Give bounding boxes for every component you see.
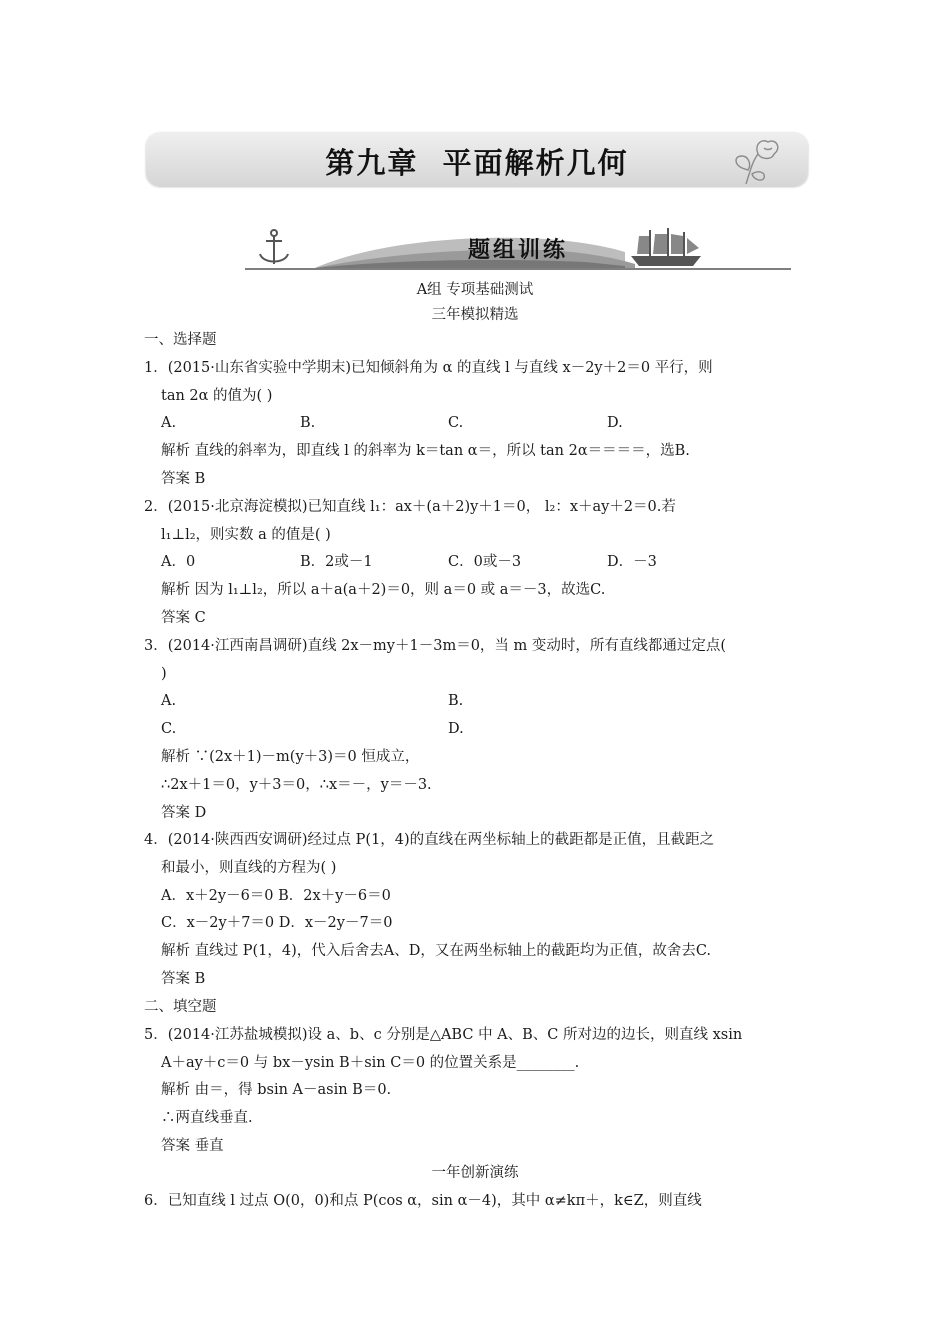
- text-line: C.: [448, 415, 464, 431]
- text-line: 解析 由＝，得 bsin A－asin B＝0.: [161, 1082, 392, 1098]
- text-line: l₁⊥l₂，则实数 a 的值是( ): [161, 527, 331, 543]
- text-line: 答案 B: [161, 471, 206, 487]
- text-line: A.: [161, 693, 177, 709]
- text-line: C.: [161, 721, 177, 737]
- text-line: tan 2α 的值为( ): [161, 388, 273, 404]
- text-line: C．x－2y＋7＝0 D．x－2y－7＝0: [161, 915, 393, 931]
- text-line: 5．(2014·江苏盐城模拟)设 a、b、c 分别是△ABC 中 A、B、C 所对边的边长，则直线 xsin: [144, 1027, 743, 1043]
- text-line: 3．(2014·江西南昌调研)直线 2x－my＋1－3m＝0，当 m 变动时，所有直线都通过定点(: [144, 638, 727, 654]
- text-line: A．x＋2y－6＝0 B．2x＋y－6＝0: [161, 888, 391, 904]
- flower-icon: [728, 134, 786, 186]
- text-line: 解析 因为 l₁⊥l₂，所以 a＋a(a＋2)＝0，则 a＝0 或 a＝－3，故选C.: [161, 582, 606, 598]
- text-line: A．0: [161, 554, 196, 570]
- text-line: D.: [607, 415, 623, 431]
- text-line: B．2或－1: [300, 554, 373, 570]
- text-line: 和最小，则直线的方程为( ): [161, 860, 337, 876]
- text-line: 6．已知直线 l 过点 O(0，0)和点 P(cos α，sin α－4)，其中 α≠kπ＋，k∈Z，则直线: [144, 1193, 702, 1209]
- text-line: A.: [161, 415, 177, 431]
- text-line: 解析 直线过 P(1，4)，代入后舍去A、D，又在两坐标轴上的截距均为正值，故舍去C.: [161, 943, 712, 959]
- text-line: 答案 B: [161, 971, 206, 987]
- text-line: 答案 C: [161, 610, 206, 626]
- text-line: A＋ay＋c＝0 与 bx－ysin B＋sin C＝0 的位置关系是________.: [161, 1055, 580, 1071]
- text-line: B.: [300, 415, 316, 431]
- section-title: 题组训练: [467, 238, 568, 263]
- text-line: ∴2x＋1＝0，y＋3＝0，∴x＝－，y＝－3.: [161, 777, 432, 793]
- chapter-banner: [146, 132, 808, 186]
- ship-icon: [627, 226, 707, 270]
- chapter-title: 第九章 平面解析几何: [325, 146, 629, 180]
- text-line: 二、填空题: [144, 999, 217, 1015]
- text-line: 解析 直线的斜率为，即直线 l 的斜率为 k＝tan α＝，所以 tan 2α＝＝＝＝，选B.: [161, 443, 690, 459]
- text-line: 答案 D: [161, 805, 207, 821]
- text-line: D．－3: [607, 554, 657, 570]
- text-line: 一、选择题: [144, 332, 217, 348]
- innovation-title: 一年创新演练: [431, 1165, 519, 1181]
- text-line: ∴两直线垂直.: [161, 1110, 253, 1126]
- text-line: 解析 ∵(2x＋1)－m(y＋3)＝0 恒成立，: [161, 749, 420, 765]
- text-line: 答案 垂直: [161, 1138, 224, 1154]
- text-line: ): [161, 666, 167, 682]
- text-line: 1．(2015·山东省实验中学期末)已知倾斜角为 α 的直线 l 与直线 x－2y＋2＝0 平行，则: [144, 360, 713, 376]
- section-banner: [245, 226, 791, 272]
- text-line: B.: [448, 693, 464, 709]
- text-line: C．0或－3: [448, 554, 522, 570]
- text-line: 4．(2014·陕西西安调研)经过点 P(1，4)的直线在两坐标轴上的截距都是正值，且截距之: [144, 832, 715, 848]
- group-title: A组 专项基础测试: [416, 282, 534, 298]
- text-line: D.: [448, 721, 464, 737]
- group-subtitle: 三年模拟精选: [431, 307, 519, 323]
- text-line: 2．(2015·北京海淀模拟)已知直线 l₁：ax＋(a＋2)y＋1＝0， l₂：x＋ay＋2＝0.若: [144, 499, 676, 515]
